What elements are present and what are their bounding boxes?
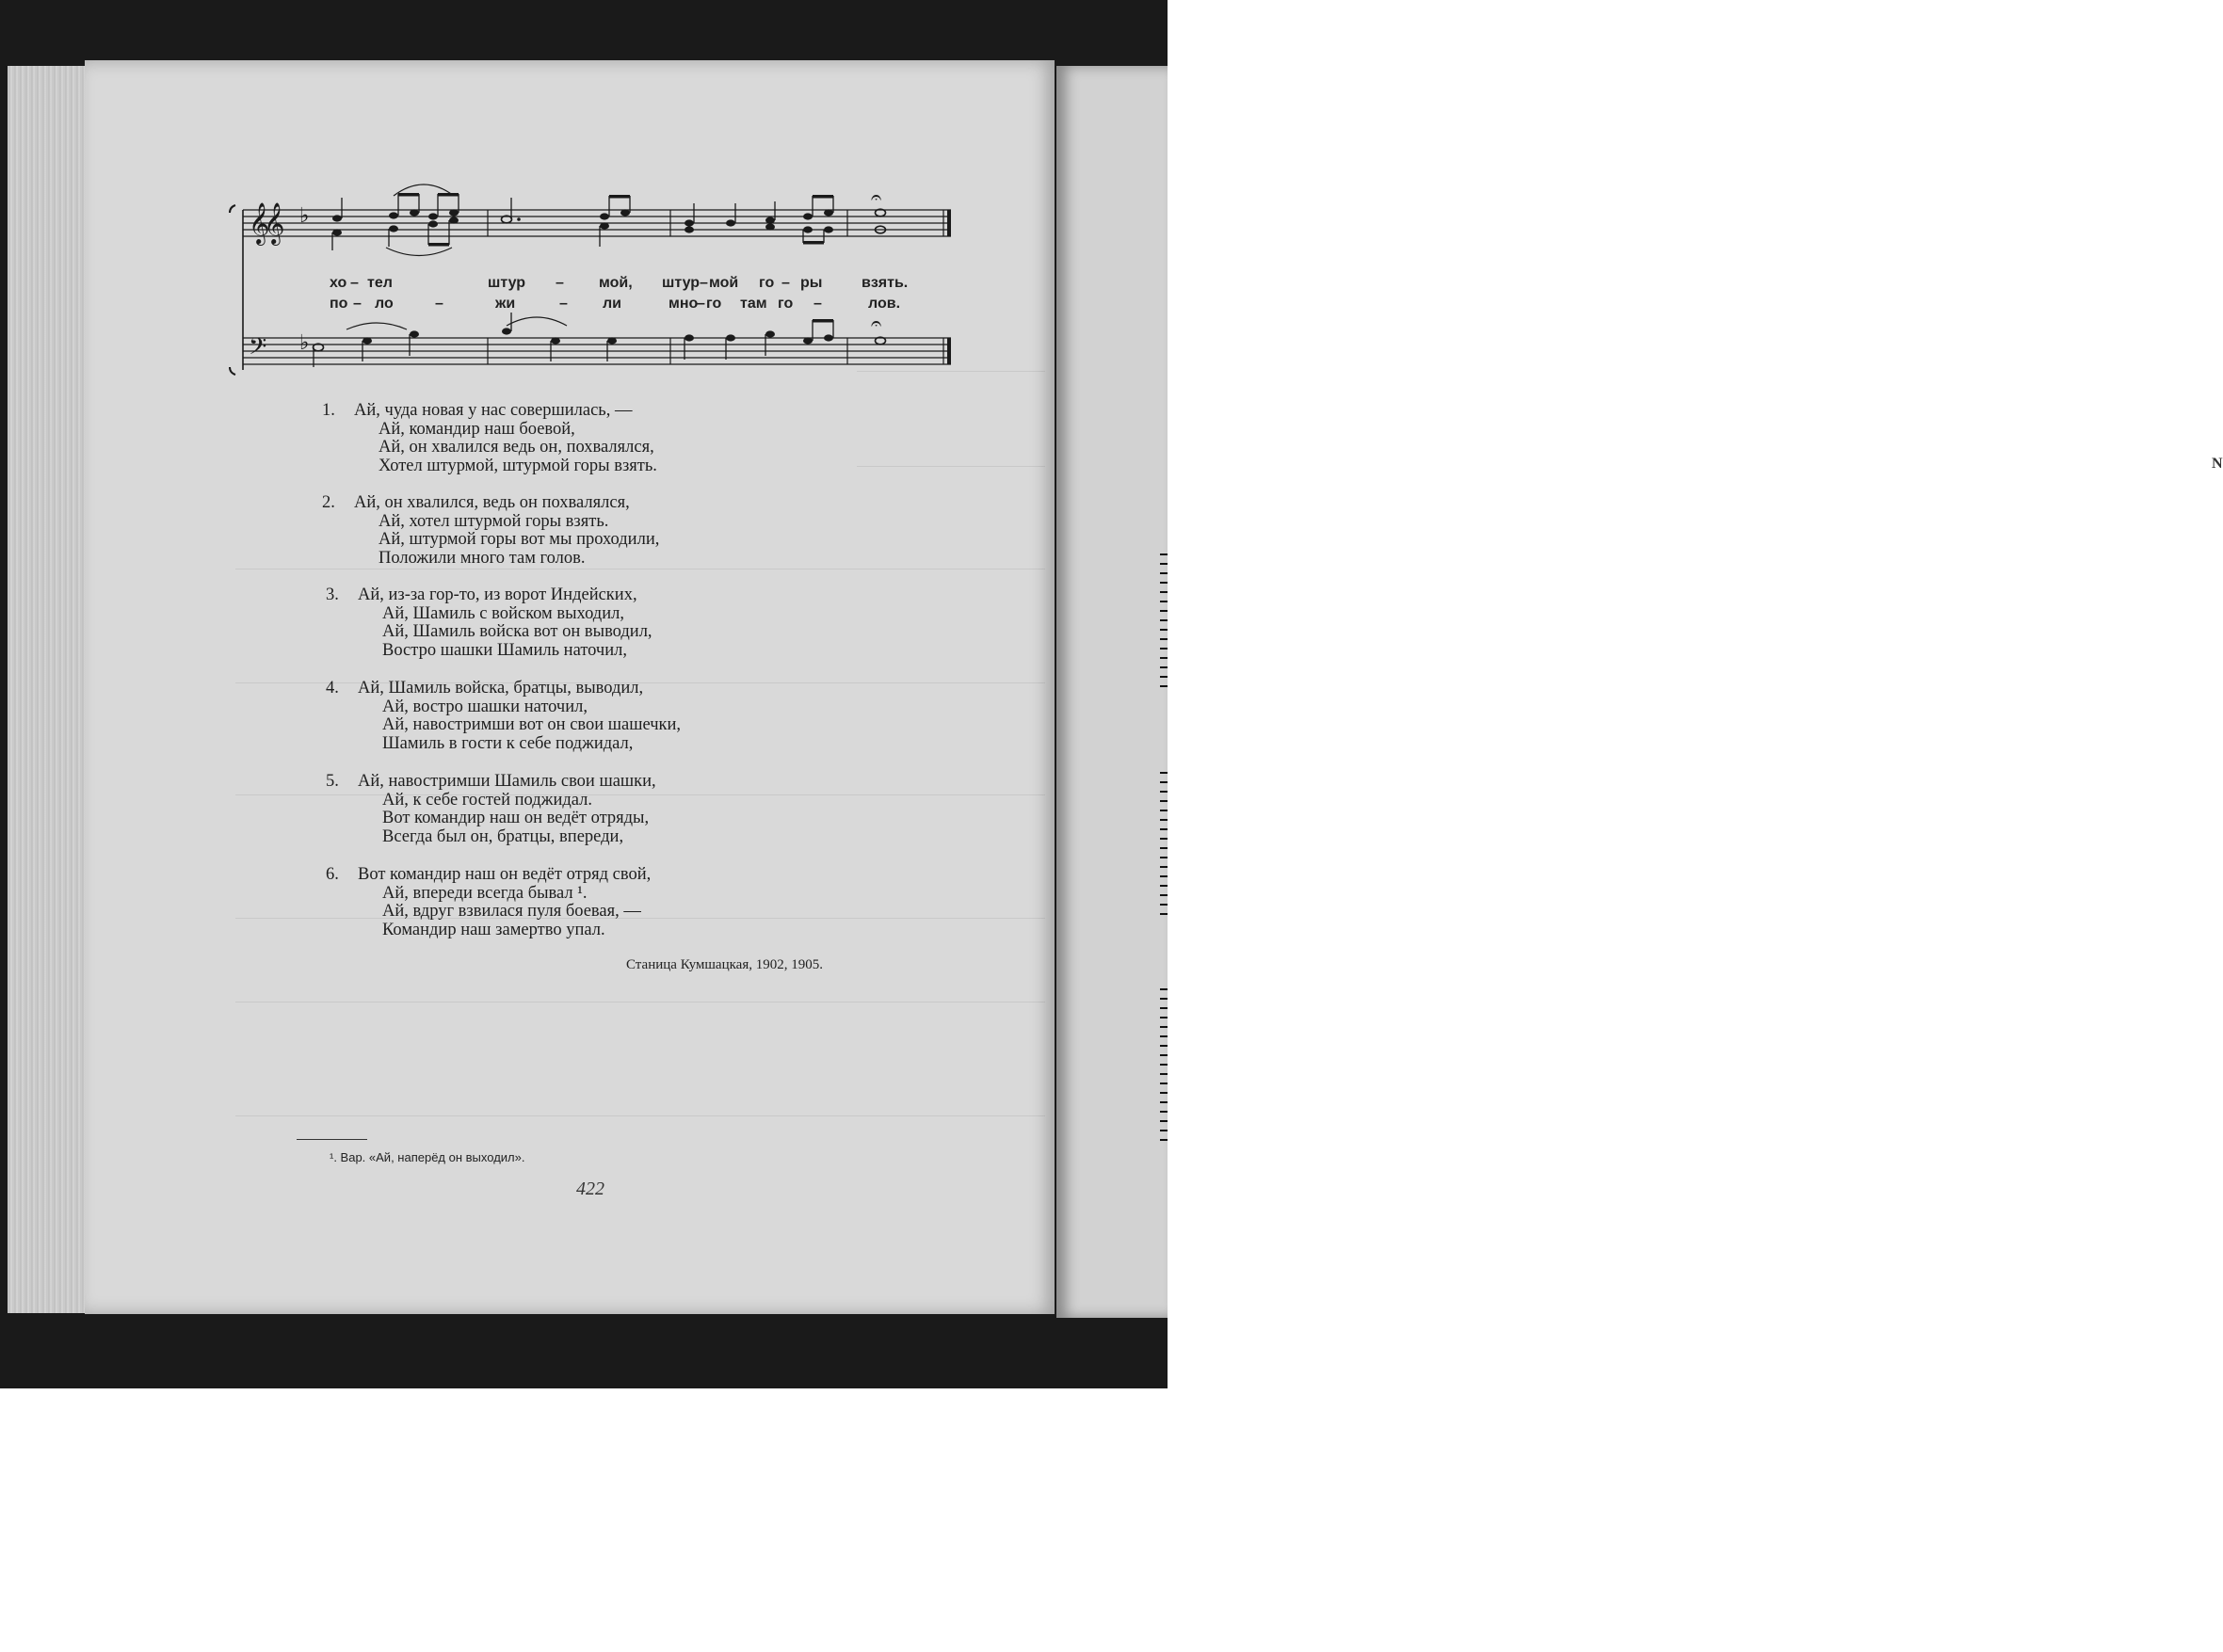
verse-number: 6. [326,865,339,884]
footnote: ¹. Вар. «Ай, наперёд он выходил». [330,1150,525,1164]
lyric-syllable: – [556,275,564,291]
lyric-syllable: мой, [599,275,633,291]
lyric-syllable: – [435,296,443,312]
facing-page-text-fragment: N [2212,456,2223,472]
verse-line: Ай, востро шашки наточил, [382,697,588,716]
lyric-syllable: штур [488,275,526,291]
verse-number: 3. [326,585,339,604]
verse-line: Ай, хотел штурмой горы взять. [379,511,609,531]
verse [326,680,681,753]
verse-line: Ай, он хвалился ведь он, похвалялся, [379,438,654,457]
verse-number: 5. [326,772,339,791]
source-note: Станица Кумшацкая, 1902, 1905. [626,957,823,972]
lyric-syllable: ло [375,296,394,312]
verse-line: Востро шашки Шамиль наточил, [382,640,627,660]
verse-number: 2. [322,493,335,512]
lyric-syllable: ли [603,296,621,312]
verse-line: Ай, Шамиль с войском выходил, [382,603,624,623]
verse [326,866,651,939]
svg-text:♭: ♭ [299,331,310,355]
verse-line-text: Ай, чуда новая у нас совершилась, — [354,401,633,420]
verse-line [322,494,659,513]
svg-text:𝄢: 𝄢 [249,333,267,366]
facing-page-staff [1160,772,1168,922]
lyric-syllable: го [706,296,722,312]
svg-text:𝄐: 𝄐 [871,185,882,208]
facing-page [1056,66,2223,1318]
lyric-syllable: го [778,296,794,312]
verse-number: 1. [322,401,335,420]
lyric-syllable: го [759,275,775,291]
lyric-syllable: хо [330,275,347,291]
verse-line: Всегда был он, братцы, впереди, [382,826,624,846]
lyric-syllable: тел [367,275,393,291]
facing-page-staff [1160,553,1168,695]
verse-line-text: Вот командир наш он ведёт отряд свой, [358,865,652,884]
lyric-syllable: – [697,296,705,312]
verse-line-text: Ай, Шамиль войска, братцы, выводил, [358,679,644,698]
svg-text:𝄐: 𝄐 [871,312,882,334]
verse-line [326,586,652,605]
verse-line: Ай, штурмой горы вот мы проходили, [379,530,660,549]
lyric-syllable: – [781,275,790,291]
svg-text:𝄞: 𝄞 [249,202,270,244]
verse-line-text: Ай, из-за гор-то, из ворот Индейских, [358,585,637,604]
verse-number: 4. [326,679,339,698]
verse-line [322,402,657,421]
verse-line: Ай, командир наш боевой, [379,419,575,439]
lyric-syllable: жи [495,296,516,312]
verse-line [326,866,651,885]
verse [322,402,657,475]
lyric-syllable: мно [669,296,699,312]
verse-line: Положили много там голов. [379,548,586,568]
verse-line: Хотел штурмой, штурмой горы взять. [379,456,657,475]
lyric-syllable: – [813,296,822,312]
verse-line: Ай, к себе гостей поджидал. [382,790,593,810]
svg-text:𝄞: 𝄞 [264,202,285,244]
verse [326,586,652,660]
lyric-syllable: ры [800,275,823,291]
verse-line [326,680,681,698]
lyric-syllable: – [353,296,362,312]
verse-line: Командир наш замертво упал. [382,920,605,939]
lyric-syllable: взять. [862,275,909,291]
verse [326,773,656,846]
page-edges-stack [8,66,91,1313]
verse-line-text: Ай, он хвалился, ведь он похвалялся, [354,493,630,512]
show-through [857,371,1045,467]
lyric-syllable: по [330,296,348,312]
verse-line: Вот командир наш он ведёт отряды, [382,809,650,827]
lyric-syllable: – [350,275,359,291]
verse-line [326,773,656,792]
lyric-syllable: мой [709,275,739,291]
facing-page-staff [1160,988,1168,1148]
verse-line: Ай, вдруг взвилася пуля боевая, — [382,902,641,921]
lyric-syllable: там [740,296,767,312]
svg-text:♭: ♭ [299,204,310,228]
show-through [235,1002,1045,1116]
verse-line: Шамиль в гости к себе поджидал, [382,733,634,753]
lyric-syllable: лов. [868,296,901,312]
lyric-syllable: штур [662,275,701,291]
verse [322,494,659,568]
verse-line: Ай, впереди всегда бывал ¹. [382,883,588,903]
lyric-syllable: – [559,296,568,312]
verse-line-text: Ай, навостримши Шамиль свои шашки, [358,772,656,791]
page-number: 422 [576,1179,604,1199]
verse-line: Ай, Шамиль войска вот он выводил, [382,622,652,641]
lyric-syllable: – [700,275,708,291]
verse-line: Ай, навостримши вот он свои шашечки, [382,715,682,734]
footnote-divider [297,1139,367,1140]
